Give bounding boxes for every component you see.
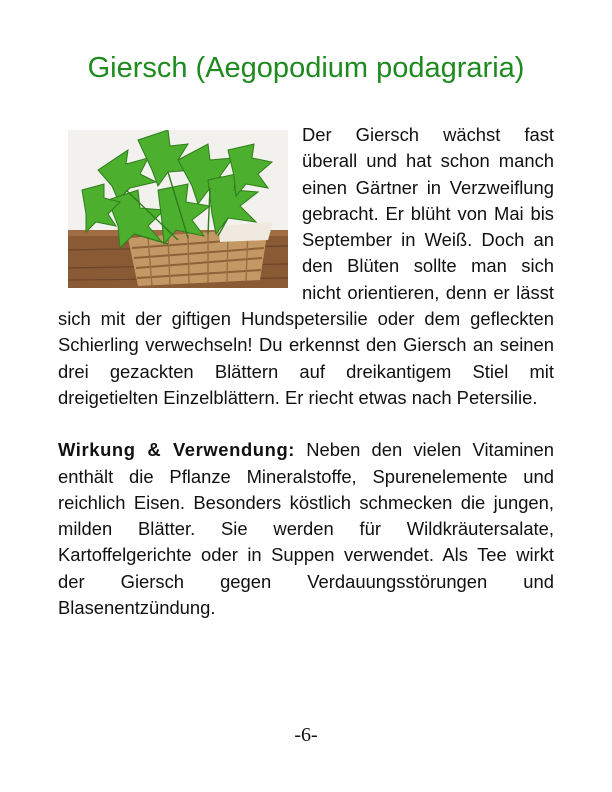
section-label: Wirkung & Verwendung: [58,439,296,461]
page-number: -6- [294,724,318,746]
text-column [58,122,554,621]
intro-text: Der Giersch wächst fast überall und hat schon manch einen Gärtner in Verzweiflung gebracht. Er blüht von Mai bis September in Weiß. Doch an den Blüten sollte man sich nicht orientieren, denn er lässt sich mit der giftigen Hundspetersilie oder dem gefleckten Schierling verwechseln! Du erkennst den Giersch an seinen drei gezackten Blättern auf dreikantigem Stiel mit dreigetielten Einzelblättern. Er riecht etwas nach Petersilie. [58,124,554,408]
usage-paragraph [58,437,554,621]
intro-paragraph [58,122,554,411]
giersch-photo [68,130,288,288]
usage-text: Neben den vielen Vitaminen enthält die Pflanze Mineralstoffe, Spurenelemente und reichlich Eisen. Besonders köstlich schmecken die jungen, milden Blätter. Sie werden für Wildkräutersalate, Kartoffelgerichte oder in Suppen verwendet. Als Tee wirkt der Giersch gegen Verdauungsstörungen und Blasenentzündung. [58,439,554,619]
page-title: Giersch (Aegopodium podagraria) [87,52,525,84]
